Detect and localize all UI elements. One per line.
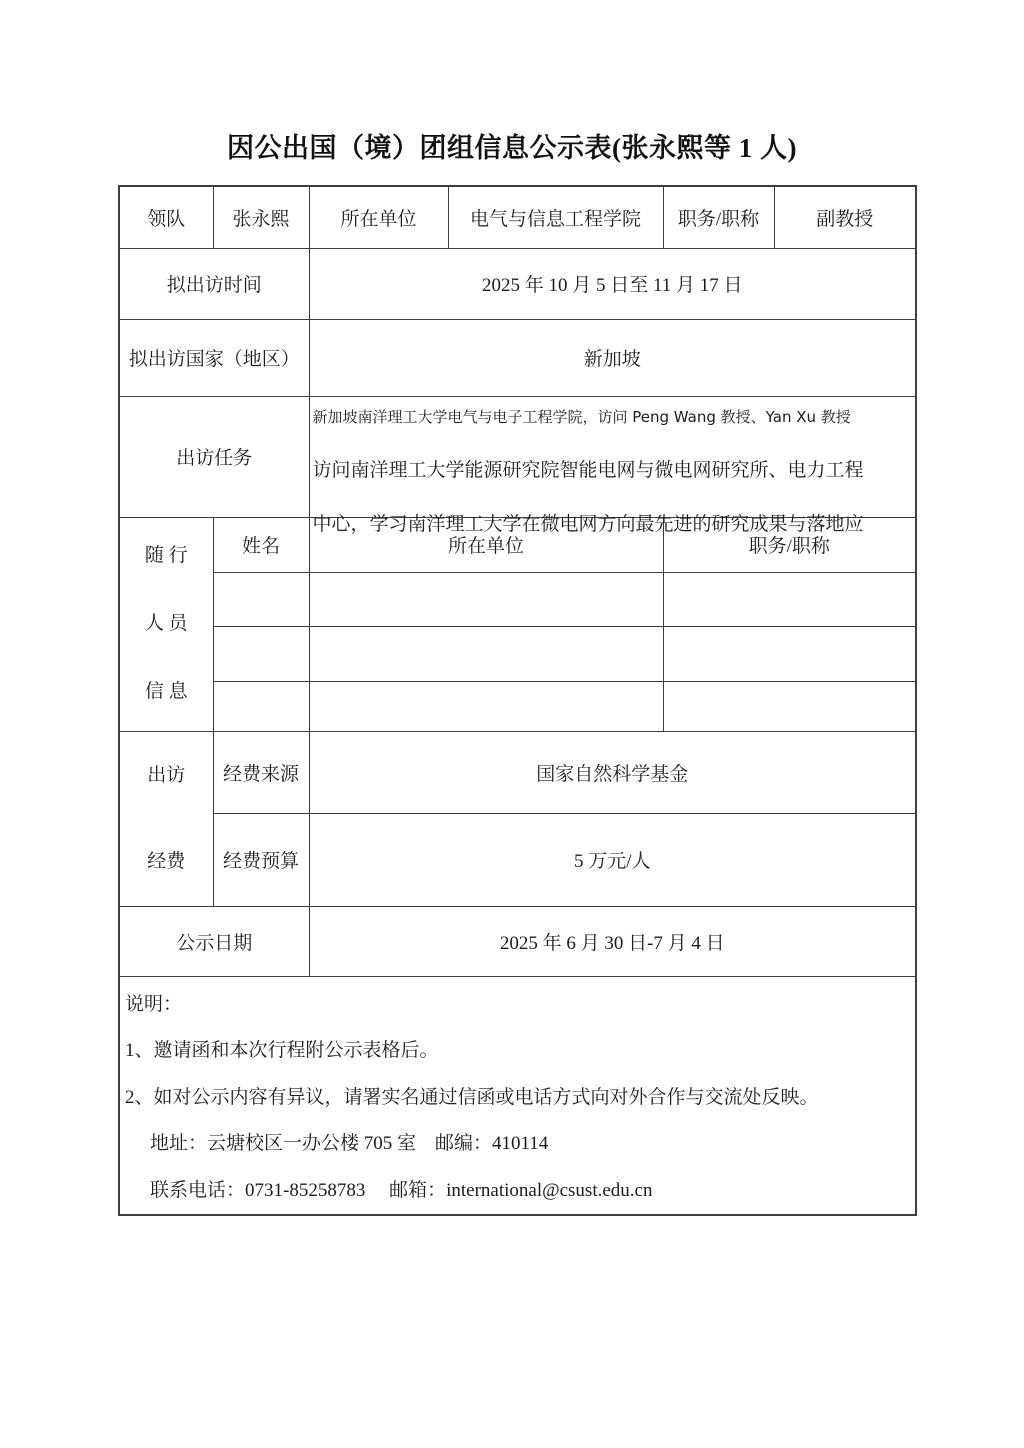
mission-row: [119, 396, 916, 517]
visit-time-value-cell: 2025 年 10 月 5 日至 11 月 17 日: [309, 248, 916, 319]
destination-row: [119, 319, 916, 396]
notes-address-line: 地址：云塘校区一办公楼 705 室 邮编：410114: [150, 1133, 549, 1154]
visit-time-row: [119, 248, 916, 319]
mission-line-1: 新加坡南洋理工大学电气与电子工程学院，访问 Peng Wang 教授、Yan Xu 教授: [312, 407, 851, 426]
publicity-date-value-cell: 2025 年 6 月 30 日-7 月 4 日: [309, 906, 916, 976]
mission-line-2: 访问南洋理工大学能源研究院智能电网与微电网研究所、电力工程: [312, 460, 864, 481]
page-title: 因公出国（境）团组信息公示表(张永熙等 1 人): [227, 133, 797, 163]
entourage-empty-cell: [663, 572, 916, 626]
funding-budget-label-cell: 经费预算: [213, 813, 309, 906]
leader-position-cell: 副教授: [774, 186, 916, 248]
entourage-empty-row: [119, 626, 916, 681]
leader-label-cell: 领队: [119, 186, 213, 248]
entourage-section-label-cell: [119, 517, 213, 731]
entourage-label-line-3: 信 息: [144, 681, 188, 702]
leader-name-cell: 张永熙: [213, 186, 309, 248]
notes-cell: [119, 976, 916, 1215]
entourage-empty-cell: [663, 626, 916, 681]
destination-value-cell: 新加坡: [309, 319, 916, 396]
note-item-1: 1、邀请函和本次行程附公示表格后。: [125, 1040, 439, 1061]
leader-row: [119, 186, 916, 248]
publicity-date-row: [119, 906, 916, 976]
entourage-empty-cell: [309, 626, 663, 681]
entourage-empty-cell: [663, 681, 916, 731]
entourage-header-name: 姓名: [213, 517, 309, 572]
publicity-date-label-cell: 公示日期: [119, 906, 309, 976]
leader-position-label-cell: 职务/职称: [663, 186, 774, 248]
leader-unit-label-cell: 所在单位: [309, 186, 448, 248]
funding-source-row: [119, 731, 916, 813]
entourage-empty-cell: [309, 681, 663, 731]
funding-budget-value-cell: 5 万元/人: [309, 813, 916, 906]
entourage-empty-row: [119, 572, 916, 626]
destination-label-cell: 拟出访国家（地区）: [119, 319, 309, 396]
funding-budget-row: [119, 813, 916, 906]
publicity-form-table: [118, 185, 917, 1216]
notes-contact-line: 联系电话：0731-85258783 邮箱：international@csust.edu.cn: [150, 1179, 653, 1201]
entourage-empty-cell: [213, 572, 309, 626]
funding-label-line-1: 出访: [147, 764, 186, 786]
note-item-2: 2、如对公示内容有异议，请署实名通过信函或电话方式向对外合作与交流处反映。: [125, 1086, 819, 1108]
entourage-header-position: 职务/职称: [663, 517, 916, 572]
funding-label-line-2: 经费: [147, 850, 186, 872]
entourage-empty-row: [119, 681, 916, 731]
leader-unit-cell: 电气与信息工程学院: [448, 186, 663, 248]
mission-value-cell: [309, 396, 916, 535]
notes-row: [119, 976, 916, 1215]
entourage-empty-cell: [213, 681, 309, 731]
mission-line-3: 中心，学习南洋理工大学在微电网方向最先进的研究成果与落地应: [312, 513, 864, 535]
entourage-empty-cell: [213, 626, 309, 681]
notes-block: [120, 977, 915, 1215]
entourage-label-line-1: 随 行: [144, 545, 188, 566]
entourage-header-unit: 所在单位: [309, 517, 663, 572]
notes-heading: 说明：: [125, 993, 183, 1015]
visit-time-label-cell: 拟出访时间: [119, 248, 309, 319]
mission-label-cell: 出访任务: [119, 396, 309, 517]
funding-source-label-cell: 经费来源: [213, 731, 309, 813]
entourage-empty-cell: [309, 572, 663, 626]
funding-source-value-cell: 国家自然科学基金: [309, 731, 916, 813]
mission-text: [310, 391, 916, 535]
funding-section-label-cell: [119, 731, 213, 906]
entourage-label-line-2: 人 员: [144, 613, 188, 634]
